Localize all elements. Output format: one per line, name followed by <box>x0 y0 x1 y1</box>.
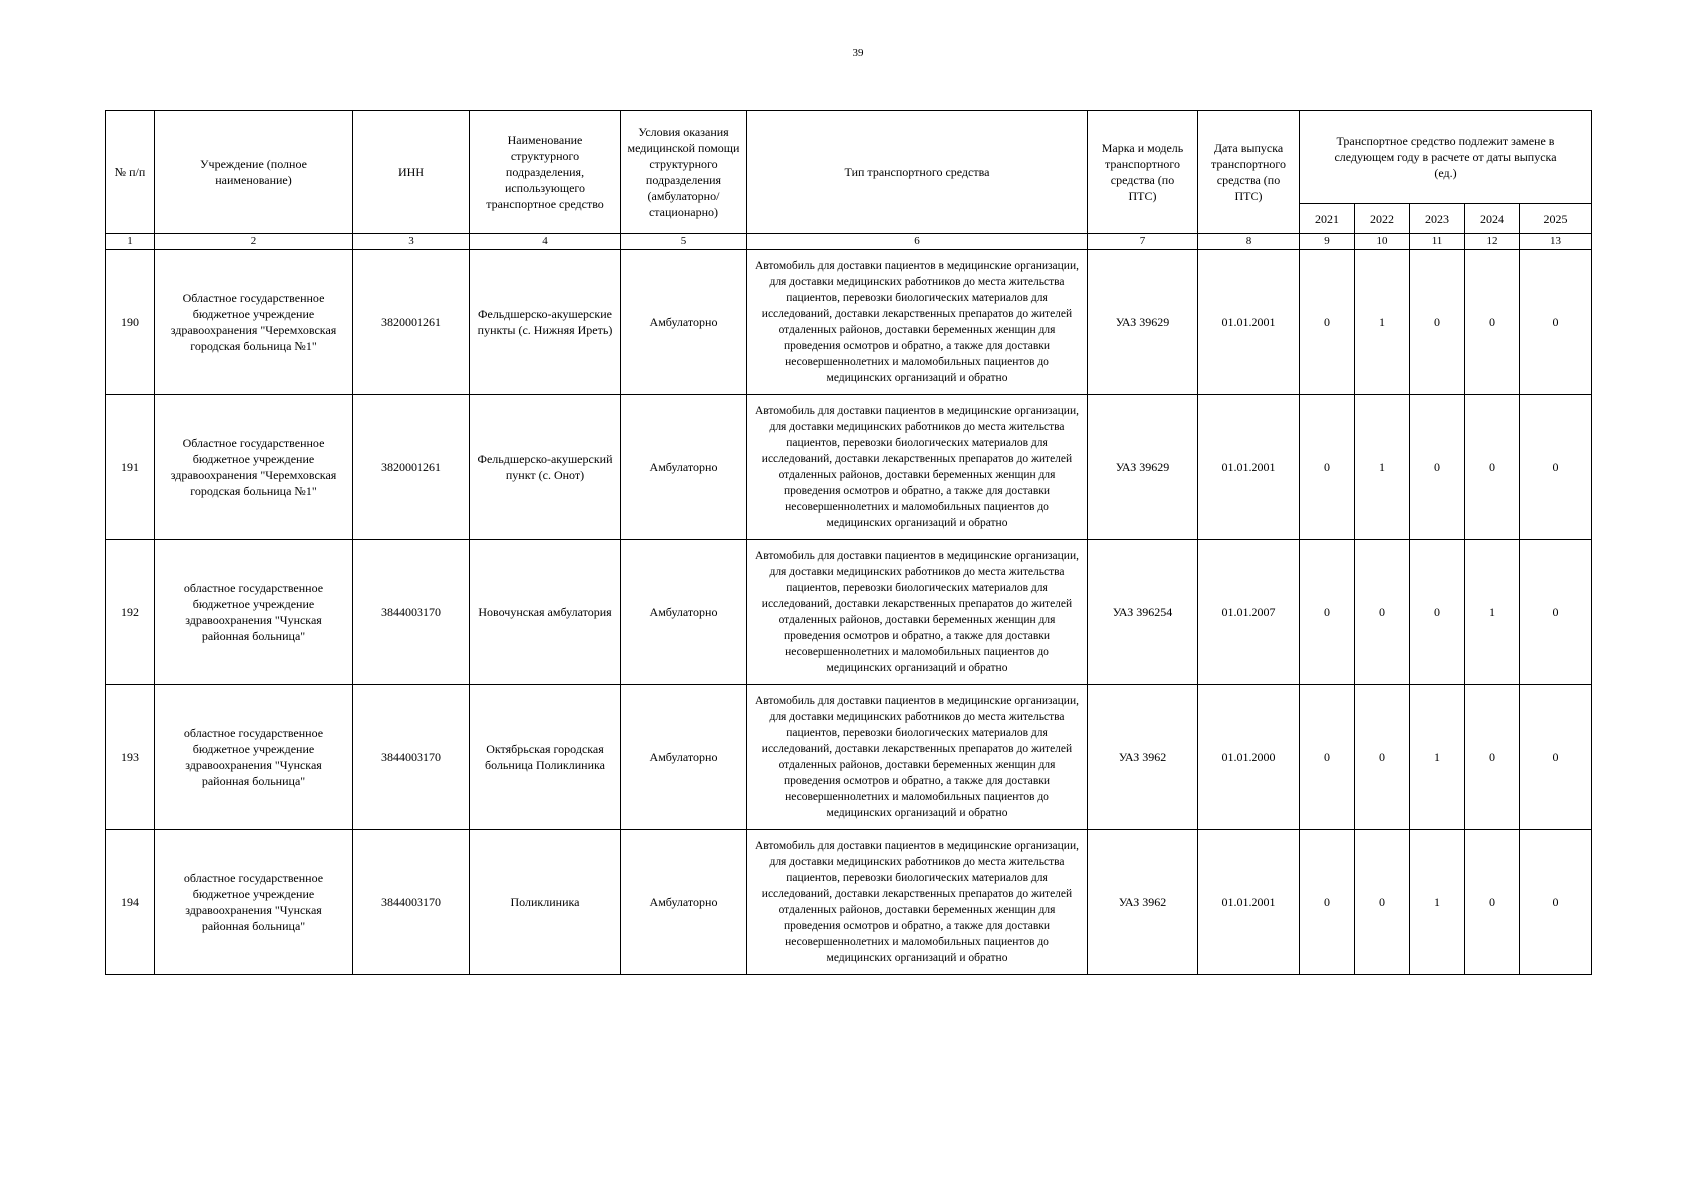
header-year-2025: 2025 <box>1520 204 1592 234</box>
column-number: 13 <box>1520 234 1592 250</box>
cell-conditions: Амбулаторно <box>621 540 747 685</box>
cell-model: УАЗ 39629 <box>1088 250 1198 395</box>
cell-row-number: 193 <box>106 685 155 830</box>
cell-model: УАЗ 3962 <box>1088 830 1198 975</box>
cell-vehicle-type: Автомобиль для доставки пациентов в медицинские организации, для доставки медицинских работников до места жительства пациентов, перевозки биологических материалов для исследований, доставки лекарственных препаратов до жителей отдаленных районов, доставки беременных женщин для проведения осмотров и обратно, а также для доставки несовершеннолетних и маломобильных пациентов до медицинских организаций и обратно <box>747 830 1088 975</box>
header-row <box>106 111 1592 204</box>
table-row <box>106 830 1592 975</box>
cell-year-2022: 0 <box>1355 685 1410 830</box>
header-row-number: № п/п <box>106 111 155 234</box>
cell-year-2023: 1 <box>1410 830 1465 975</box>
cell-year-2025: 0 <box>1520 830 1592 975</box>
column-number: 3 <box>353 234 470 250</box>
cell-vehicle-type: Автомобиль для доставки пациентов в медицинские организации, для доставки медицинских работников до места жительства пациентов, перевозки биологических материалов для исследований, доставки лекарственных препаратов до жителей отдаленных районов, доставки беременных женщин для проведения осмотров и обратно, а также для доставки несовершеннолетних и маломобильных пациентов до медицинских организаций и обратно <box>747 395 1088 540</box>
cell-year-2025: 0 <box>1520 685 1592 830</box>
cell-year-2021: 0 <box>1300 685 1355 830</box>
cell-year-2025: 0 <box>1520 250 1592 395</box>
cell-year-2022: 0 <box>1355 830 1410 975</box>
header-year-2021: 2021 <box>1300 204 1355 234</box>
cell-year-2021: 0 <box>1300 395 1355 540</box>
column-number: 11 <box>1410 234 1465 250</box>
cell-year-2021: 0 <box>1300 540 1355 685</box>
cell-model: УАЗ 3962 <box>1088 685 1198 830</box>
cell-conditions: Амбулаторно <box>621 395 747 540</box>
cell-row-number: 190 <box>106 250 155 395</box>
cell-release-date: 01.01.2001 <box>1198 830 1300 975</box>
header-conditions: Условия оказания медицинской помощи структурного подразделения (амбулаторно/ стационарно) <box>621 111 747 234</box>
cell-inn: 3820001261 <box>353 250 470 395</box>
cell-institution: областное государственное бюджетное учреждение здравоохранения "Чунская районная больница" <box>155 540 353 685</box>
cell-release-date: 01.01.2007 <box>1198 540 1300 685</box>
cell-model: УАЗ 39629 <box>1088 395 1198 540</box>
cell-release-date: 01.01.2001 <box>1198 250 1300 395</box>
cell-row-number: 192 <box>106 540 155 685</box>
cell-institution: Областное государственное бюджетное учреждение здравоохранения "Черемховская городская больница №1" <box>155 250 353 395</box>
cell-year-2025: 0 <box>1520 540 1592 685</box>
cell-model: УАЗ 396254 <box>1088 540 1198 685</box>
column-number: 9 <box>1300 234 1355 250</box>
cell-year-2025: 0 <box>1520 395 1592 540</box>
cell-year-2024: 1 <box>1465 540 1520 685</box>
page-number: 39 <box>852 47 864 59</box>
cell-inn: 3820001261 <box>353 395 470 540</box>
header-model: Марка и модель транспортного средства (по ПТС) <box>1088 111 1198 234</box>
cell-division: Поликлиника <box>470 830 621 975</box>
header-vehicle-type: Тип транспортного средства <box>747 111 1088 234</box>
column-number: 10 <box>1355 234 1410 250</box>
cell-division: Фельдшерско-акушерский пункт (с. Онот) <box>470 395 621 540</box>
vehicle-replacement-table <box>105 110 1592 975</box>
cell-conditions: Амбулаторно <box>621 250 747 395</box>
header-release-date: Дата выпуска транспортного средства (по ПТС) <box>1198 111 1300 234</box>
table-row <box>106 540 1592 685</box>
header-year-2022: 2022 <box>1355 204 1410 234</box>
header-inn: ИНН <box>353 111 470 234</box>
cell-year-2024: 0 <box>1465 685 1520 830</box>
table-row <box>106 395 1592 540</box>
cell-year-2024: 0 <box>1465 250 1520 395</box>
cell-year-2024: 0 <box>1465 395 1520 540</box>
column-number: 5 <box>621 234 747 250</box>
column-numbers-row <box>106 234 1592 250</box>
cell-institution: Областное государственное бюджетное учреждение здравоохранения "Черемховская городская больница №1" <box>155 395 353 540</box>
cell-conditions: Амбулаторно <box>621 830 747 975</box>
column-number: 2 <box>155 234 353 250</box>
column-number: 6 <box>747 234 1088 250</box>
header-division: Наименование структурного подразделения, использующего транспортное средство <box>470 111 621 234</box>
cell-division: Октябрьская городская больница Поликлиника <box>470 685 621 830</box>
header-institution: Учреждение (полное наименование) <box>155 111 353 234</box>
cell-year-2023: 0 <box>1410 540 1465 685</box>
column-number: 8 <box>1198 234 1300 250</box>
cell-year-2024: 0 <box>1465 830 1520 975</box>
cell-division: Фельдшерско-акушерские пункты (с. Нижняя Иреть) <box>470 250 621 395</box>
header-replacement-group: Транспортное средство подлежит замене в следующем году в расчете от даты выпуска (ед.) <box>1300 111 1592 204</box>
cell-row-number: 191 <box>106 395 155 540</box>
header-year-2024: 2024 <box>1465 204 1520 234</box>
column-number: 12 <box>1465 234 1520 250</box>
cell-year-2022: 0 <box>1355 540 1410 685</box>
cell-year-2022: 1 <box>1355 395 1410 540</box>
cell-row-number: 194 <box>106 830 155 975</box>
cell-division: Новочунская амбулатория <box>470 540 621 685</box>
cell-release-date: 01.01.2001 <box>1198 395 1300 540</box>
cell-year-2021: 0 <box>1300 250 1355 395</box>
cell-vehicle-type: Автомобиль для доставки пациентов в медицинские организации, для доставки медицинских работников до места жительства пациентов, перевозки биологических материалов для исследований, доставки лекарственных препаратов до жителей отдаленных районов, доставки беременных женщин для проведения осмотров и обратно, а также для доставки несовершеннолетних и маломобильных пациентов до медицинских организаций и обратно <box>747 685 1088 830</box>
cell-vehicle-type: Автомобиль для доставки пациентов в медицинские организации, для доставки медицинских работников до места жительства пациентов, перевозки биологических материалов для исследований, доставки лекарственных препаратов до жителей отдаленных районов, доставки беременных женщин для проведения осмотров и обратно, а также для доставки несовершеннолетних и маломобильных пациентов до медицинских организаций и обратно <box>747 540 1088 685</box>
table-row <box>106 250 1592 395</box>
cell-vehicle-type: Автомобиль для доставки пациентов в медицинские организации, для доставки медицинских работников до места жительства пациентов, перевозки биологических материалов для исследований, доставки лекарственных препаратов до жителей отдаленных районов, доставки беременных женщин для проведения осмотров и обратно, а также для доставки несовершеннолетних и маломобильных пациентов до медицинских организаций и обратно <box>747 250 1088 395</box>
header-year-2023: 2023 <box>1410 204 1465 234</box>
cell-institution: областное государственное бюджетное учреждение здравоохранения "Чунская районная больница" <box>155 685 353 830</box>
cell-inn: 3844003170 <box>353 830 470 975</box>
cell-year-2023: 0 <box>1410 250 1465 395</box>
cell-year-2023: 0 <box>1410 395 1465 540</box>
cell-inn: 3844003170 <box>353 540 470 685</box>
column-number: 4 <box>470 234 621 250</box>
cell-year-2023: 1 <box>1410 685 1465 830</box>
cell-release-date: 01.01.2000 <box>1198 685 1300 830</box>
cell-institution: областное государственное бюджетное учреждение здравоохранения "Чунская районная больница" <box>155 830 353 975</box>
column-number: 1 <box>106 234 155 250</box>
cell-inn: 3844003170 <box>353 685 470 830</box>
cell-year-2021: 0 <box>1300 830 1355 975</box>
cell-year-2022: 1 <box>1355 250 1410 395</box>
column-number: 7 <box>1088 234 1198 250</box>
table-row <box>106 685 1592 830</box>
cell-conditions: Амбулаторно <box>621 685 747 830</box>
